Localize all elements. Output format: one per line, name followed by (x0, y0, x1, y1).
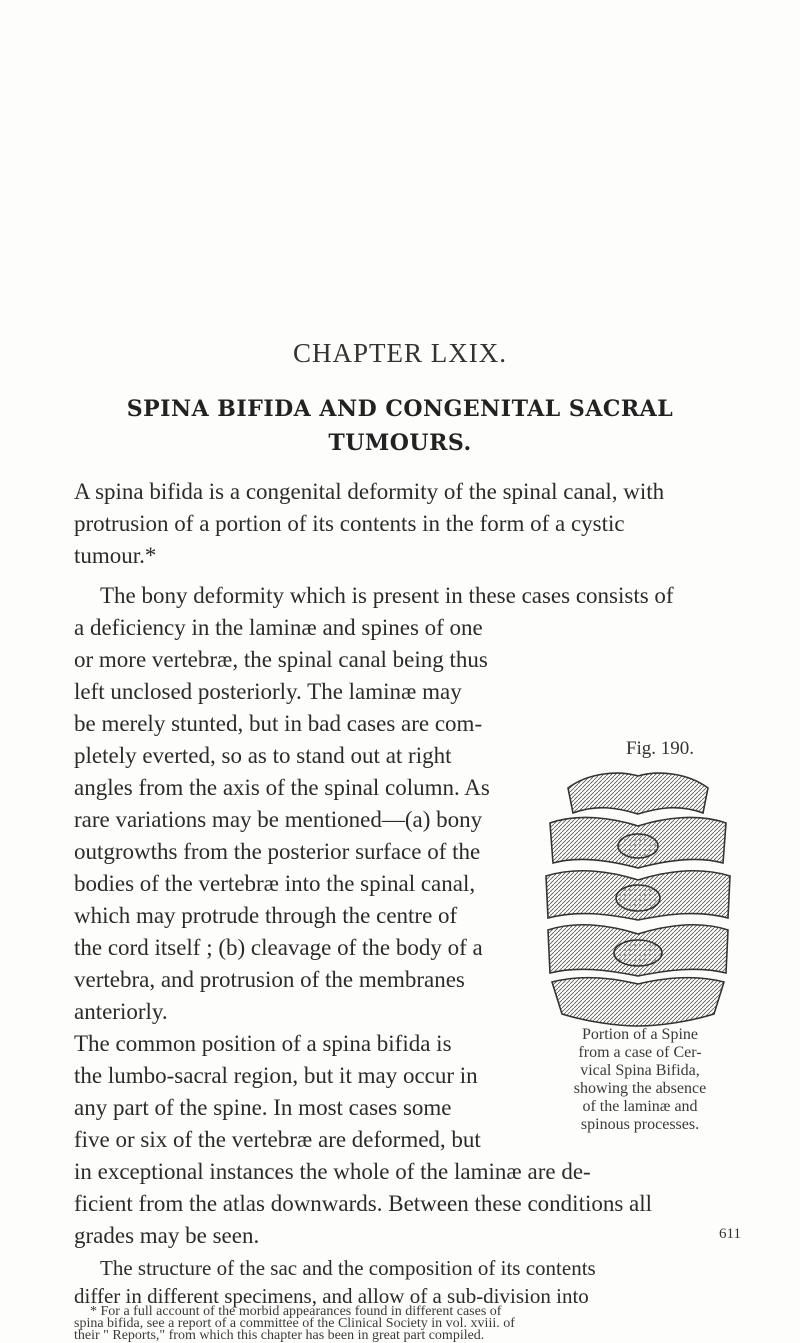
p1-line-3: tumour.* (74, 543, 157, 568)
vertebra-1 (568, 773, 708, 814)
chapter-heading: CHAPTER LXIX. (293, 338, 507, 368)
p3-line-2: the lumbo-sacral region, but it may occur in (74, 1063, 478, 1088)
p3-line-1: The common position of a spina bifida is (74, 1031, 452, 1056)
p1-line-2: protrusion of a portion of its contents in the form of a cystic (74, 511, 625, 536)
footnote-line-2: spina bifida, see a report of a committee of the Clinical Society in vol. xviii. of (74, 1316, 515, 1331)
figure-caption (534, 1026, 746, 1134)
vertebra-5 (552, 978, 724, 1026)
p2-line-8: rare variations may be mentioned—(a) bony (74, 807, 483, 832)
figure-label: Fig. 190. (625, 738, 695, 759)
p2-line-6: pletely everted, so as to stand out at right (74, 743, 452, 768)
p2-line-10: bodies of the vertebræ into the spinal canal, (74, 871, 476, 896)
p4-line-1: The structure of the sac and the composition of its contents (100, 1256, 596, 1280)
p1-line-1: A spina bifida is a congenital deformity of the spinal canal, with (74, 479, 665, 504)
vertebra-2 (550, 817, 726, 868)
caption-line-5: of the laminæ and (582, 1098, 698, 1115)
caption-line-2: from a case of Cer- (578, 1044, 702, 1061)
vertebra-4 (548, 925, 728, 976)
p2-line-12: the cord itself ; (b) cleavage of the body of a (74, 935, 483, 960)
p2-line-9: outgrowths from the posterior surface of the (74, 839, 481, 864)
p2-line-3: or more vertebræ, the spinal canal being thus (74, 647, 488, 672)
chapter-title-line-2: TUMOURS. (328, 430, 472, 456)
p2-line-2: a deficiency in the laminæ and spines of one (74, 615, 483, 640)
caption-line-3: vical Spina Bifida, (580, 1062, 700, 1079)
footnote-line-3: their " Reports," from which this chapter has been in great part compiled. (74, 1328, 485, 1343)
p2-line-4: left unclosed posteriorly. The laminæ may (74, 679, 462, 704)
caption-line-1: Portion of a Spine (582, 1026, 698, 1043)
footnote-line-1: * For a full account of the morbid appearances found in different cases of (90, 1304, 502, 1319)
chapter-title (0, 392, 800, 460)
p3-line-3: any part of the spine. In most cases some (74, 1095, 452, 1120)
p2-line-11: which may protrude through the centre of (74, 903, 458, 928)
caption-line-4: showing the absence (573, 1080, 707, 1097)
p2-line-14: anteriorly. (74, 999, 168, 1024)
vertebra-3 (546, 871, 730, 920)
p2-line-7: angles from the axis of the spinal column. As (74, 775, 490, 800)
p2-line-5: be merely stunted, but in bad cases are com- (74, 711, 483, 736)
caption-line-6: spinous processes. (580, 1116, 700, 1133)
spine-illustration (538, 768, 738, 1028)
chapter-title-line-1: SPINA BIFIDA AND CONGENITAL SACRAL (126, 396, 674, 422)
p3-line-7: grades may be seen. (74, 1223, 260, 1248)
p3-line-6: ficient from the atlas downwards. Between these conditions all (74, 1191, 653, 1216)
p3-line-5: in exceptional instances the whole of the laminæ are de- (74, 1159, 591, 1184)
p2-line-1: The bony deformity which is present in these cases consists of (100, 583, 674, 608)
p2-line-13: vertebra, and protrusion of the membranes (74, 967, 465, 992)
page-number: 611 (719, 1226, 741, 1242)
p4-line-2: differ in different specimens, and allow of a sub-division into (74, 1284, 589, 1308)
p3-line-4: five or six of the vertebræ are deformed, but (74, 1127, 481, 1152)
